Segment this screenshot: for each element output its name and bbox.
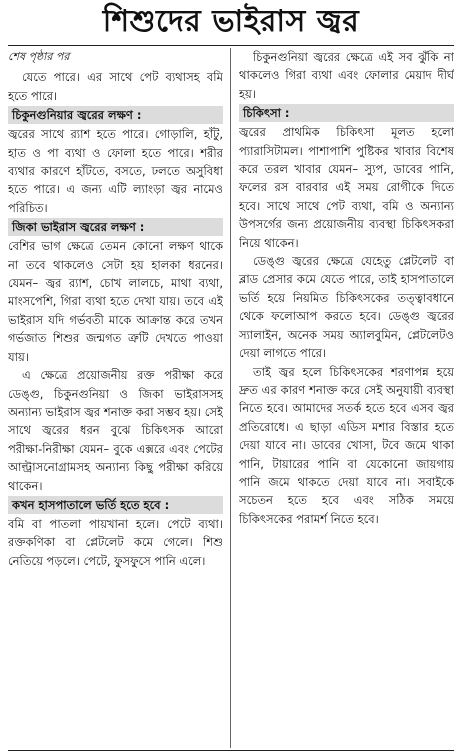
bottom-rule bbox=[8, 750, 454, 751]
subhead-hospital: কখন হাসপাতালে ভর্তি হতে হবে : bbox=[8, 496, 223, 514]
article-headline: শিশুদের ভাইরাস জ্বর bbox=[102, 4, 360, 39]
subhead-treatment: চিকিৎসা : bbox=[239, 104, 454, 122]
paragraph: বেশির ভাগ ক্ষেত্রে তেমন কোনো লক্ষণ থাকে না তবে থাকলেও সেটা হয় হালকা ধরনের। যেমন– জ্বর র‍্যাশ, চোখ লালচে, মাথা ব্যথা, মাংসপেশি, গিরা ব্যথা হতে দেখা যায়। তবে এই ভাইরাস যদি গর্ভবতী মাকে আক্রান্ত করে তখন গর্ভজাত শিশুর জন্মগত ত্রুটি দেখতে পাওয়া যায়। bbox=[8, 239, 223, 364]
headline-rule bbox=[8, 45, 454, 46]
column-divider bbox=[230, 48, 231, 748]
paragraph: বমি বা পাতলা পায়খানা হলে। পেটে ব্যথা। রক্তকণিকা বা প্লেটলেট কমে গেলে। শিশু নেতিয়ে পড়লে। পেটে, ফুসফুসে পানি এলে। bbox=[8, 516, 223, 568]
paragraph: ডেঙ্গু জ্বরের ক্ষেত্রে যেহেতু প্লেটলেট বা ব্লাড প্রেসার কমে যেতে পারে, তাই হাসপাতালে ভর্তি হয়ে নিয়মিত চিকিৎসকের তত্ত্বাবধানে থেকে ফলোআপ করতে হবে। ডেঙ্গু জ্বরের স্যালাইন, অনেক সময় অ্যালবুমিন, প্লেটলেটও দেয়া লাগতে পারে। bbox=[239, 254, 454, 361]
paragraph: জ্বরের সাথে র‍্যাশ হতে পারে। গোড়ালি, হাঁটু, হাত ও পা ব্যথা ও ফোলা হতে পারে। শরীর ব্যথার কারণে হাঁটতে, বসতে, ঢলতে অসুবিধা হতে পারে। এ জন্য এটি ল্যাংড়া জ্বর নামেও পরিচিত। bbox=[8, 127, 223, 215]
paragraph: চিকুনগুনিয়া জ্বরের ক্ষেত্রে এই সব ঝুঁকি না থাকলেও গিরা ব্যথা এবং ফোলার মেয়াদ দীর্ঘ হয়। bbox=[239, 50, 454, 101]
subhead-zika: জিকা ভাইরাস জ্বরের লক্ষণ : bbox=[8, 218, 223, 236]
left-column bbox=[8, 48, 223, 748]
right-column bbox=[239, 48, 454, 748]
paragraph: যেতে পারে। এর সাথে পেট ব্যথাসহ বমি হতে পারে। bbox=[8, 70, 223, 103]
paragraph: জ্বরের প্রাথমিক চিকিৎসা মূলত হলো প্যারাসিটামল। পাশাপাশি পুষ্টিকর খাবার বিশেষ করে তরল খাবার যেমন– স্যুপ, ডাবের পানি, ফলের রস বারবার এই সময় রোগীকে দিতে হবে। সাথে সাথে পেট ব্যথা, বমি ও অন্যান্য উপসর্গের জন্য প্রয়োজনীয় ব্যবস্থা চিকিৎসকরা নিয়ে থাকেন। bbox=[239, 125, 454, 250]
continuation-label: শেষ পৃষ্ঠার পর bbox=[8, 50, 70, 63]
paragraph: তাই জ্বর হলে চিকিৎসকের শরণাপন্ন হয়ে দ্রুত এর কারণ শনাক্ত করে সেই অনুযায়ী ব্যবস্থা নিতে হবে। আমাদের সতর্ক হতে হবে এসব জ্বর প্রতিরোধে। এ ছাড়া এডিস মশার বিস্তার হতে দেয়া যাবে না। ডাবের খোসা, টবে জমে থাকা পানি, টায়ারের পানি বা যেকোনো জায়গায় পানি জমে থাকতে দেয়া যাবে না। সবাইকে সচেতন হতে হবে এবং সঠিক সময়ে চিকিৎসকের পরামর্শ নিতে হবে। bbox=[239, 364, 454, 526]
paragraph: এ ক্ষেত্রে প্রয়োজনীয় রক্ত পরীক্ষা করে ডেঙ্গু, চিকুনগুনিয়া ও জিকা ভাইরাসসহ অন্যান্য ভাইরাস জ্বর শনাক্ত করা সম্ভব হয়। সেই সাথে জ্বরের ধরন বুঝে চিকিৎসক আরো পরীক্ষা-নিরীক্ষা যেমন– বুকে এক্সরে এবং পেটের আল্ট্রাসনোগ্রামসহ অন্যান্য কিছু পরীক্ষা করিয়ে থাকেন। bbox=[8, 368, 223, 493]
subhead-chikungunya: চিকুনগুনিয়ার জ্বরের লক্ষণ : bbox=[8, 106, 223, 124]
